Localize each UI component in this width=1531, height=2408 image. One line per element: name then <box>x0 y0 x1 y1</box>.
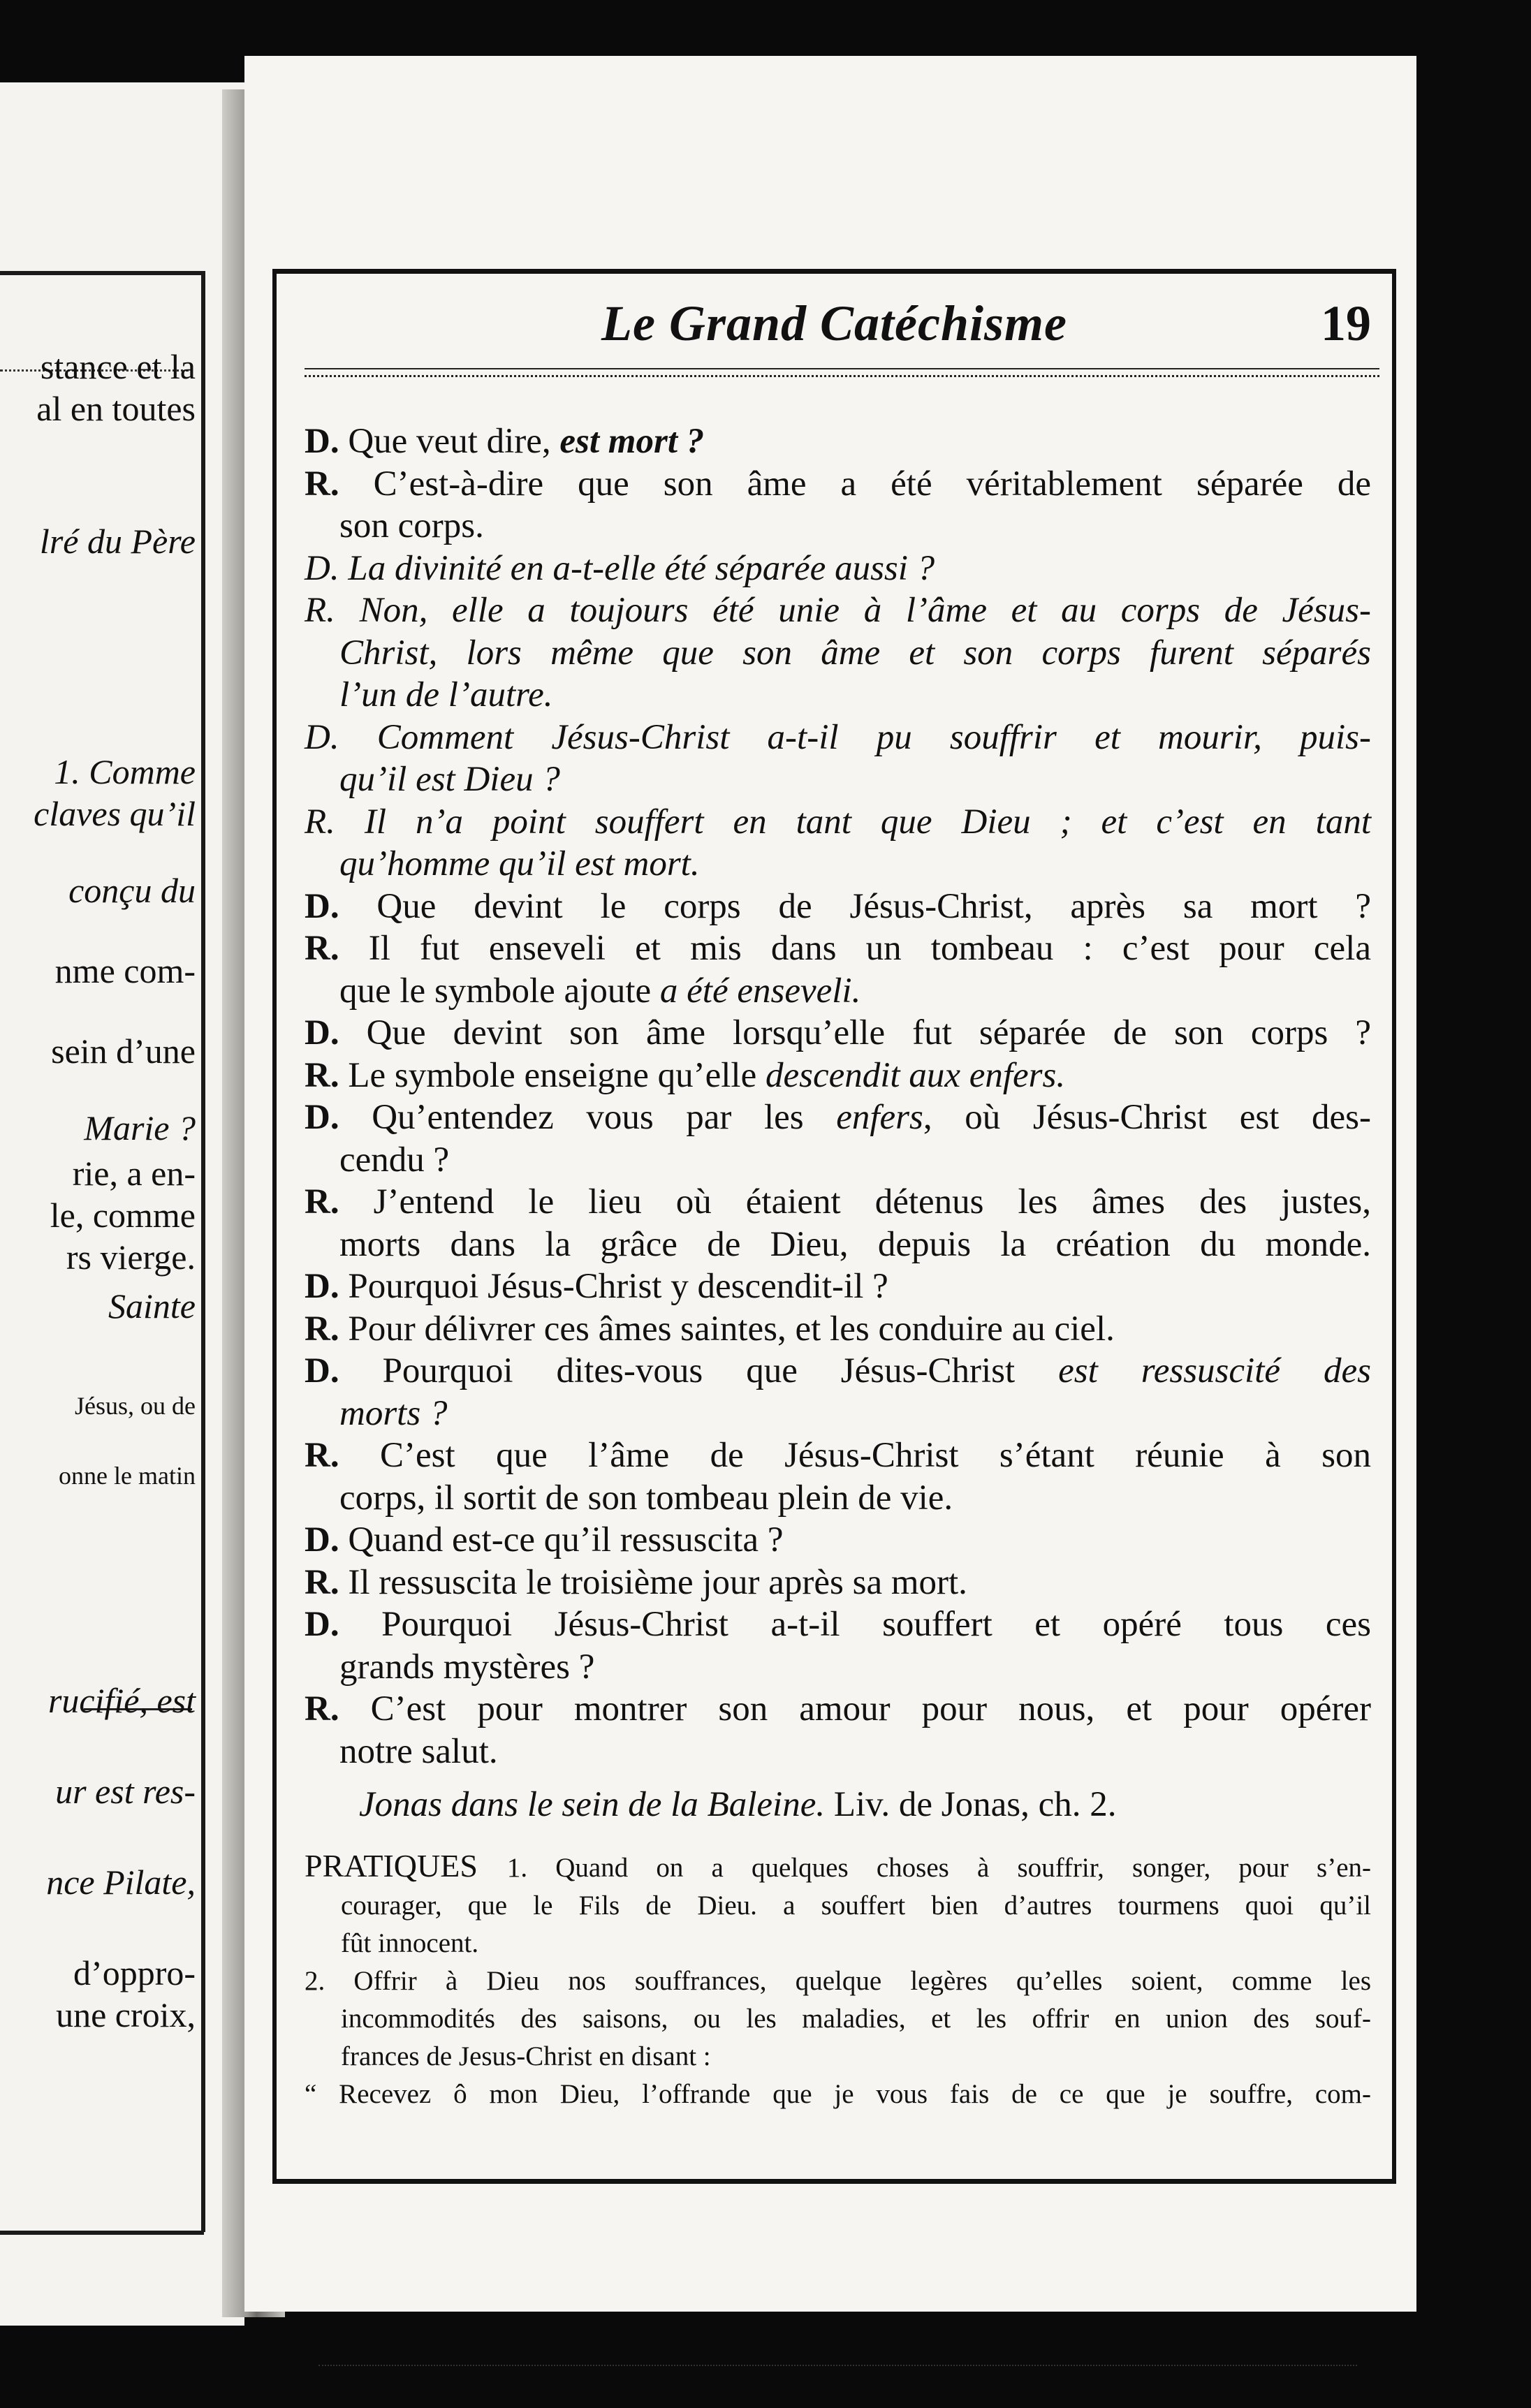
previous-page-line: 1. Comme <box>54 752 196 791</box>
text-line <box>305 927 1371 970</box>
text-line <box>305 1265 1371 1308</box>
previous-page-line: onne le matin <box>59 1462 196 1490</box>
text-line <box>305 420 1371 463</box>
header-rule <box>305 368 1379 377</box>
previous-page-line: rs vierge. <box>66 1238 196 1277</box>
text-run: est ressuscité des <box>1058 1351 1371 1390</box>
text-line <box>305 1393 1371 1435</box>
text-run: D. <box>305 1605 382 1644</box>
text-run: D. <box>305 886 377 926</box>
text-run: 2. Offrir à Dieu nos souffrances, quelque legères qu’elles soient, comme les <box>305 1965 1371 1996</box>
text-run: morts ? <box>339 1393 448 1433</box>
practice-line <box>305 2038 1371 2076</box>
practice-line <box>305 1962 1371 2000</box>
text-line <box>305 1646 1371 1689</box>
previous-page-line: nme com- <box>54 951 196 990</box>
text-run: D. <box>305 1267 349 1306</box>
text-run: corps, il sortit de son tombeau plein de vie. <box>339 1478 953 1518</box>
text-run: Le symbole enseigne qu’elle <box>348 1055 766 1095</box>
text-run: Pourquoi Jésus-Christ a-t-il souffert et opéré tous ces <box>381 1605 1371 1644</box>
text-line <box>305 589 1371 632</box>
previous-page-line: Marie ? <box>84 1108 196 1147</box>
text-run: Que devint le corps de Jésus-Christ, après sa mort ? <box>376 886 1371 926</box>
text-run: Il ressuscita le troisième jour après sa mort. <box>348 1562 967 1602</box>
previous-page-line: d’oppro- <box>73 1953 196 1992</box>
text-line <box>305 1434 1371 1477</box>
previous-page-line: rie, a en- <box>72 1154 196 1193</box>
previous-page-line: Jésus, ou de <box>75 1392 196 1420</box>
text-run: R. <box>305 1055 349 1095</box>
text-run: Pourquoi Jésus-Christ y descendit-il ? <box>348 1267 888 1306</box>
text-run: qu’il est Dieu ? <box>339 760 560 799</box>
text-line <box>305 1181 1371 1224</box>
previous-page-line: ur est res- <box>55 1772 196 1811</box>
text-run: PRATIQUES <box>305 1847 507 1884</box>
previous-page-line: lré du Père <box>39 522 196 561</box>
text-run: R. <box>305 929 369 968</box>
text-line <box>305 1519 1371 1562</box>
text-run: que le symbole ajoute <box>339 971 660 1011</box>
text-run: Que veut dire, <box>348 422 560 461</box>
text-line <box>305 1055 1371 1097</box>
practice-line <box>305 2000 1371 2038</box>
bottom-rule <box>318 2362 1357 2366</box>
text-line <box>305 1603 1371 1646</box>
text-run: a été enseveli. <box>659 971 861 1011</box>
practice-line <box>305 2076 1371 2113</box>
text-line <box>305 1308 1371 1351</box>
text-line <box>305 1477 1371 1520</box>
text-line <box>305 1731 1371 1773</box>
practice-line <box>305 1847 1371 1887</box>
text-run: l’un de l’autre. <box>339 675 553 714</box>
previous-page-line: stance et la <box>40 347 196 386</box>
text-run: morts dans la grâce de Dieu, depuis la création du monde. <box>339 1224 1371 1264</box>
text-line <box>305 548 1371 590</box>
text-run: son corps. <box>339 506 484 545</box>
text-run: R. <box>305 1562 349 1602</box>
text-line <box>305 674 1371 717</box>
text-run: R. <box>305 1436 380 1475</box>
text-line <box>305 1224 1371 1266</box>
text-line <box>305 632 1371 675</box>
page-number: 19 <box>1321 295 1371 351</box>
page-header <box>277 274 1392 372</box>
text-run: Jonas dans le sein de la Baleine. <box>359 1785 826 1824</box>
text-line <box>305 1688 1371 1731</box>
text-run: D. <box>305 1351 383 1390</box>
text-run: D. <box>305 422 349 461</box>
text-line <box>305 1350 1371 1393</box>
text-run: fût innocent. <box>341 1928 479 1958</box>
page <box>244 56 1416 2312</box>
text-line <box>305 1139 1371 1182</box>
practice-line <box>305 1925 1371 1962</box>
text-run: R. <box>305 464 374 504</box>
previous-page-line: al en toutes <box>36 389 196 428</box>
text-run: Quand est-ce qu’il ressuscita ? <box>348 1520 784 1559</box>
text-run: , où Jésus-Christ est des- <box>923 1098 1371 1137</box>
text-line <box>305 886 1371 928</box>
text-run: Qu’entendez vous par les <box>372 1098 837 1137</box>
page-frame <box>272 269 1396 2184</box>
previous-page-line: le, comme <box>50 1196 196 1235</box>
text-line <box>305 843 1371 886</box>
text-run: Liv. de Jonas, ch. 2. <box>825 1785 1117 1824</box>
text-run: Pourquoi dites-vous que Jésus-Christ <box>382 1351 1059 1390</box>
text-run: D. <box>305 1098 372 1137</box>
text-run: Il fut enseveli et mis dans un tombeau : c’est pour cela <box>368 929 1371 968</box>
text-run: 1. Quand on a quelques choses à souffrir, songer, pour s’en- <box>506 1852 1371 1883</box>
text-run: Pour délivrer ces âmes saintes, et les conduire au ciel. <box>348 1309 1115 1349</box>
text-run: R. <box>305 1309 349 1349</box>
text-run: D. Comment Jésus-Christ a-t-il pu souffrir et mourir, puis- <box>305 717 1371 757</box>
text-run: courager, que le Fils de Dieu. a souffert bien d’autres tourmens quoi qu’il <box>341 1890 1371 1921</box>
previous-page-line: sein d’une <box>51 1032 196 1071</box>
previous-page-bottom-rule <box>0 2231 204 2235</box>
text-run: D. <box>305 1520 349 1559</box>
text-run: R. <box>305 1182 374 1221</box>
text-run: C’est-à-dire que son âme a été véritablement séparée de <box>373 464 1371 504</box>
text-run: R. <box>305 1689 371 1728</box>
catechism-text <box>305 420 1371 2113</box>
text-line <box>305 1012 1371 1055</box>
text-line <box>305 801 1371 844</box>
text-run: descendit aux enfers. <box>765 1055 1066 1095</box>
text-line <box>305 717 1371 759</box>
previous-page-line: Sainte <box>108 1286 196 1326</box>
text-run: enfers <box>836 1098 923 1137</box>
text-run: cendu ? <box>339 1140 450 1180</box>
text-run: R. Il n’a point souffert en tant que Dieu ; et c’est en tant <box>305 802 1371 842</box>
text-run: C’est que l’âme de Jésus-Christ s’étant réunie à son <box>380 1436 1371 1475</box>
text-run: qu’homme qu’il est mort. <box>339 844 700 883</box>
text-line <box>305 758 1371 801</box>
text-run: C’est pour montrer son amour pour nous, et pour opérer <box>370 1689 1371 1728</box>
text-run: Christ, lors même que son âme et son corps furent séparés <box>339 633 1371 673</box>
text-run: J’entend le lieu où étaient détenus les âmes des justes, <box>373 1182 1371 1221</box>
text-run: notre salut. <box>339 1731 498 1771</box>
previous-page-line: une croix, <box>56 1995 196 2034</box>
text-line <box>305 505 1371 548</box>
text-run: “ Recevez ô mon Dieu, l’offrande que je vous fais de ce que je souffre, com- <box>305 2078 1371 2109</box>
text-run: D. La divinité en a-t-elle été séparée aussi ? <box>305 548 935 588</box>
text-run: est mort ? <box>559 422 705 461</box>
page-title: Le Grand Catéchisme <box>601 295 1067 351</box>
text-run: Que devint son âme lorsqu’elle fut séparée de son corps ? <box>366 1013 1371 1052</box>
text-run: incommodités des saisons, ou les maladies, et les offrir en union des souf- <box>341 2003 1371 2034</box>
text-run: R. Non, elle a toujours été unie à l’âme et au corps de Jésus- <box>305 591 1371 630</box>
previous-page-line: conçu du <box>68 871 196 910</box>
previous-page-line: rucifié, est <box>47 1681 196 1720</box>
previous-page-line: claves qu’il <box>34 794 196 833</box>
previous-page-line: nce Pilate, <box>46 1863 196 1902</box>
text-line <box>305 1562 1371 1604</box>
text-line <box>305 970 1371 1013</box>
practice-line <box>305 1887 1371 1925</box>
text-run: grands mystères ? <box>339 1647 595 1687</box>
text-line <box>305 1096 1371 1139</box>
illustration-caption <box>305 1784 1371 1826</box>
text-run: D. <box>305 1013 367 1052</box>
text-line <box>305 463 1371 506</box>
previous-page <box>0 82 244 2326</box>
text-run: frances de Jesus-Christ en disant : <box>341 2041 711 2071</box>
